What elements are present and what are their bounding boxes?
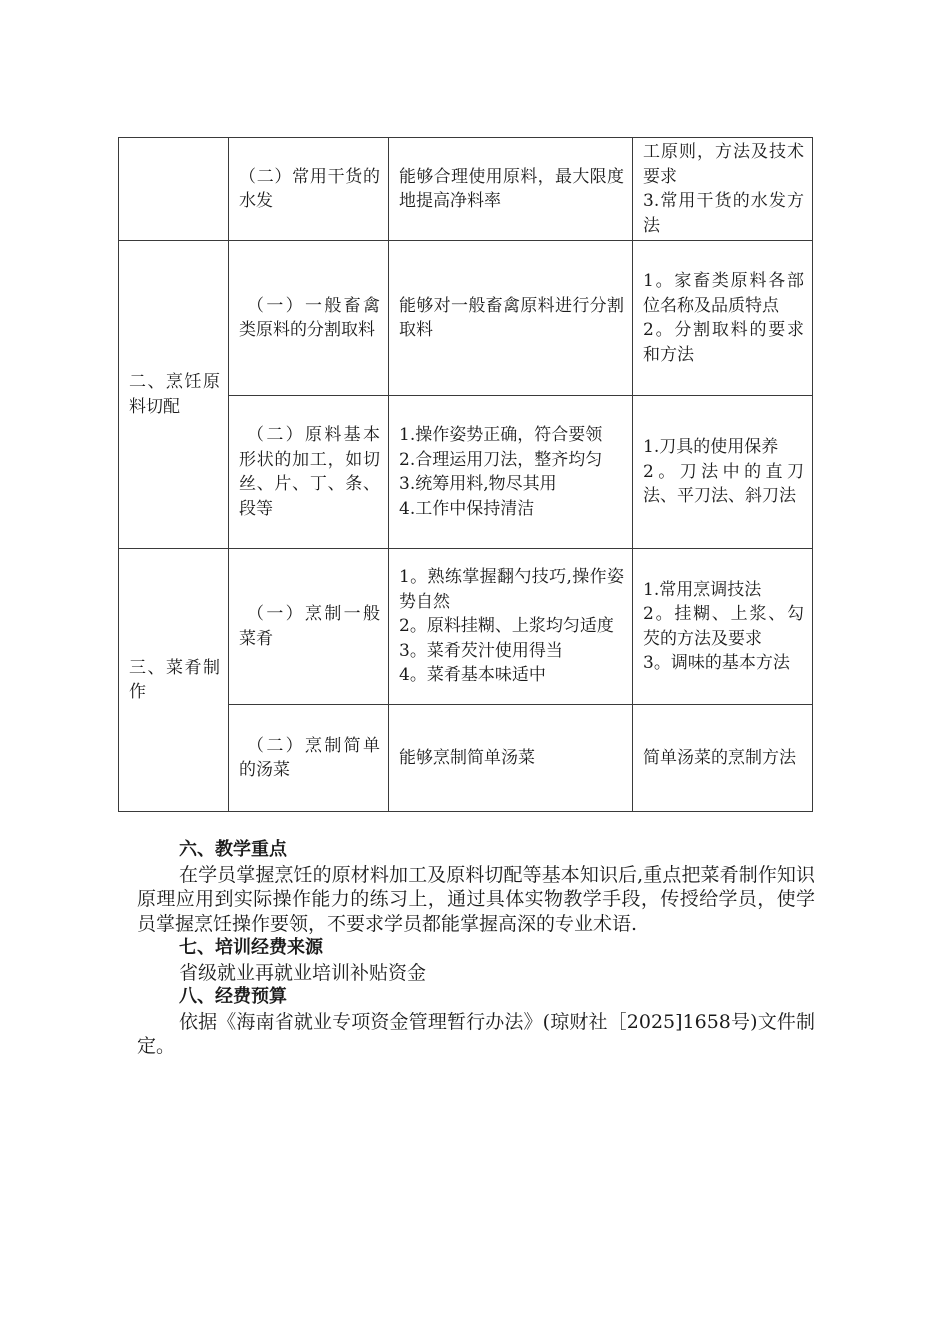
skill-line: 3.统筹用料,物尽其用	[399, 474, 557, 494]
section-label: 二、烹饪原料切配	[129, 372, 220, 417]
skill-cell: 能够烹制简单汤菜	[389, 705, 633, 812]
knowledge-cell	[633, 396, 813, 549]
knowledge-cell	[633, 549, 813, 705]
knowledge-cell	[633, 705, 813, 812]
section-paragraph: 在学员掌握烹饪的原材料加工及原料切配等基本知识后,重点把菜肴制作知识原理应用到实际操作能力的练习上，通过具体实物教学手段，传授给学员，使学员掌握烹饪操作要领，不要求学员都能掌握高深的专业术语.	[137, 863, 815, 935]
knowledge-line: 3.常用干货的水发方法	[643, 191, 804, 236]
section-heading: 八、经费预算	[179, 986, 287, 1007]
section-label: 三、菜肴制作	[129, 657, 220, 702]
skill-line: 4。菜肴基本味适中	[399, 665, 546, 686]
skill-cell: 能够合理使用原料，最大限度地提高净料率	[389, 138, 633, 241]
knowledge-line: 简单汤菜的烹制方法	[643, 747, 796, 768]
skill-cell	[389, 549, 633, 705]
knowledge-line: 2。挂糊、上浆、勾芡的方法及要求	[643, 604, 804, 649]
section-cell	[119, 241, 229, 549]
table-row	[119, 241, 813, 396]
knowledge-line: 2。刀法中的直刀法、平刀法、斜刀法	[643, 461, 804, 507]
knowledge-cell	[633, 241, 813, 396]
section-cell	[119, 138, 229, 241]
item-cell: （二）常用干货的水发	[229, 138, 389, 241]
section-paragraph: 省级就业再就业培训补贴资金	[179, 961, 427, 984]
knowledge-line: 3。调味的基本方法	[643, 653, 790, 673]
skill-line: 1.操作姿势正确，符合要领	[399, 425, 603, 445]
item-cell: （一）一般畜禽类原料的分割取料	[229, 241, 389, 396]
knowledge-line: 1。家畜类原料各部位名称及品质特点	[643, 271, 804, 316]
knowledge-line: 1.常用烹调技法	[643, 579, 762, 600]
item-cell: （二）原料基本形状的加工，如切丝、片、丁、条、段等	[229, 396, 389, 549]
skill-line: 4.工作中保持清洁	[399, 498, 535, 519]
item-cell: （二）烹制简单的汤菜	[229, 705, 389, 812]
section-heading: 六、教学重点	[179, 839, 287, 860]
knowledge-line: 2。分割取料的要求和方法	[643, 320, 804, 365]
table-row	[119, 138, 813, 241]
document-body	[137, 838, 815, 1059]
skill-line: 3。菜肴芡汁使用得当	[399, 640, 563, 661]
knowledge-cell	[633, 138, 813, 241]
skill-cell: 能够对一般畜禽原料进行分割取料	[389, 241, 633, 396]
item-cell: （一）烹制一般菜肴	[229, 549, 389, 705]
skill-line: 1。熟练掌握翻勺技巧,操作姿势自然	[399, 567, 624, 612]
training-content-table	[118, 137, 813, 812]
knowledge-line: 工原则，方法及技术要求	[643, 142, 804, 187]
skill-line: 2.合理运用刀法，整齐均匀	[399, 449, 603, 470]
section-cell	[119, 549, 229, 812]
skill-line: 2。原料挂糊、上浆均匀适度	[399, 616, 614, 637]
skill-cell	[389, 396, 633, 549]
section-heading: 七、培训经费来源	[179, 937, 323, 958]
table-row	[119, 549, 813, 705]
section-paragraph: 依据《海南省就业专项资金管理暂行办法》(琼财社［2025]1658号)文件制定。	[137, 1010, 815, 1057]
knowledge-line: 1.刀具的使用保养	[643, 437, 779, 458]
